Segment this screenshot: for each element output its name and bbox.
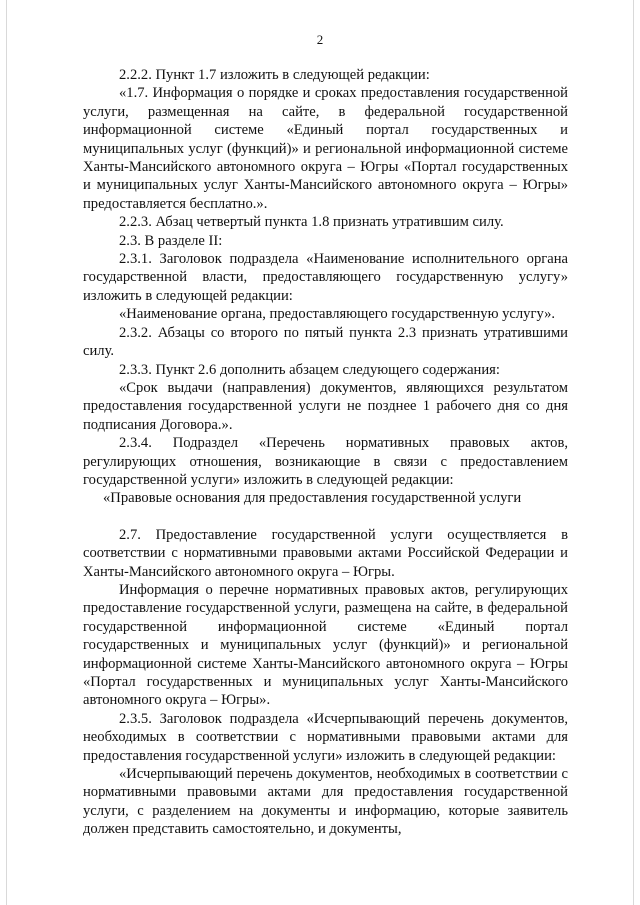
- paragraph-gap: [83, 508, 568, 526]
- paragraph-pravovye-osnovaniya-heading: «Правовые основания для предоставления государственной услуги: [103, 490, 522, 507]
- paragraph-2-3-1: 2.3.1. Заголовок подраздела «Наименование исполнительного органа государственной власти, предоставляющего государственную услугу» изложить в следующей редакции:: [83, 251, 568, 304]
- scan-edge-right: [633, 0, 634, 905]
- document-body: [83, 66, 568, 839]
- paragraph-2-2-2: 2.2.2. Пункт 1.7 изложить в следующей редакции:: [119, 67, 430, 83]
- paragraph-2-3-5: 2.3.5. Заголовок подраздела «Исчерпывающий перечень документов, необходимых в соответствии с нормативными правовыми актами для предоставления государственной услуги» изложить в следующей редакции:: [83, 710, 568, 764]
- paragraph-informatsiya-perechen: Информация о перечне нормативных правовых актов, регулирующих предоставление государственной услуги, размещена на сайте, в федеральной государственной информационной системе «Единый портал государственных и муниципальных услуг (функций)» и региональной информационной системе Ханты-Мансийского автономного округа – Югры «Портал государственных и муниципальных услуг Ханты-Мансийского автономного округа – Югры».: [83, 581, 568, 709]
- paragraph-naimenovanie-quote: «Наименование органа, предоставляющего государственную услугу».: [119, 306, 556, 323]
- paragraph-2-3-3: 2.3.3. Пункт 2.6 дополнить абзацем следующего содержания:: [119, 361, 500, 378]
- paragraph-ischerpyvayushchiy-quote: «Исчерпывающий перечень документов, необходимых в соответствии с нормативными правовыми актами для предоставления государственной услуги, с разделением на документы и информацию, которые заявитель должен представить самостоятельно, и документы,: [83, 766, 568, 838]
- paragraph-2-7: 2.7. Предоставление государственной услуги осуществляется в соответствии с нормативными правовыми актами Российской Федерации и Ханты-Мансийского автономного округа – Югры.: [83, 526, 568, 580]
- paragraph-srok-quote: «Срок выдачи (направления) документов, являющихся результатом предоставления государственной услуги не позднее 1 рабочего дня со дня подписания Договора.».: [83, 379, 568, 433]
- paragraph-2-2-3: 2.2.3. Абзац четвертый пункта 1.8 признать утратившим силу.: [119, 214, 504, 231]
- paragraph-2-3: 2.3. В разделе II:: [119, 232, 223, 249]
- paragraph-2-3-4: 2.3.4. Подраздел «Перечень нормативных правовых актов, регулирующих отношения, возникающие в связи с предоставлением государственной услуги» изложить в следующей редакции:: [83, 435, 568, 488]
- paragraph-2-3-2: 2.3.2. Абзацы со второго по пятый пункта 2.3 признать утратившими силу.: [83, 324, 568, 360]
- page-number: 2: [316, 32, 324, 47]
- paragraph-1-7-quote: «1.7. Информация о порядке и сроках предоставления государственной услуги, размещенная на сайте, в федеральной государственной информационной системе «Единый портал государственных и муниципальных услуг (функций)» и региональной информационной системе Ханты-Мансийского автономного округа – Югры «Портал государственных и муниципальных услуг Ханты-Мансийского автономного округа – Югры» предоставляется бесплатно.».: [83, 85, 568, 212]
- scan-edge-left: [6, 0, 7, 905]
